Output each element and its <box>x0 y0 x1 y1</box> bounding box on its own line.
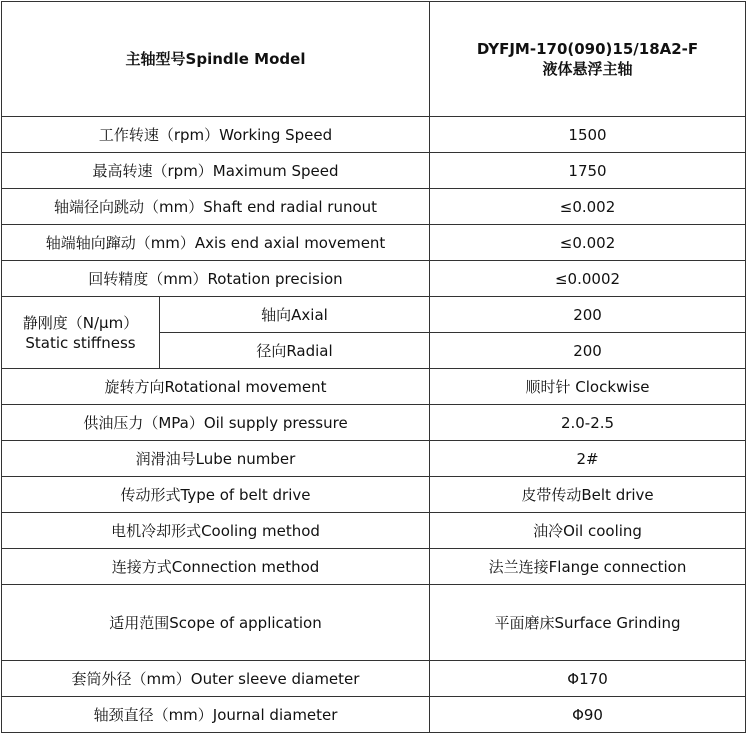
row-value: Φ170 <box>430 661 746 697</box>
table-row <box>2 369 746 405</box>
table-row <box>2 697 746 733</box>
table-row <box>2 477 746 513</box>
scope-row <box>2 585 746 661</box>
stiffness-label-en: Static stiffness <box>25 333 136 352</box>
axial-label: 轴向Axial <box>160 297 430 333</box>
radial-value: 200 <box>430 333 746 369</box>
row-label: 电机冷却形式Cooling method <box>2 513 430 549</box>
row-label: 最高转速（rpm）Maximum Speed <box>2 153 430 189</box>
spindle-model-value <box>430 2 746 117</box>
row-value: ≤0.0002 <box>430 261 746 297</box>
row-label: 轴颈直径（mm）Journal diameter <box>2 697 430 733</box>
row-value: 1750 <box>430 153 746 189</box>
row-value: 油冷Oil cooling <box>430 513 746 549</box>
row-label: 套筒外径（mm）Outer sleeve diameter <box>2 661 430 697</box>
row-label: 轴端径向跳动（mm）Shaft end radial runout <box>2 189 430 225</box>
spindle-spec-table <box>1 1 746 733</box>
row-value: 顺时针 Clockwise <box>430 369 746 405</box>
static-stiffness-label <box>2 297 160 369</box>
row-label: 旋转方向Rotational movement <box>2 369 430 405</box>
header-row <box>2 2 746 117</box>
row-value: 2# <box>430 441 746 477</box>
table-row <box>2 189 746 225</box>
row-label: 供油压力（MPa）Oil supply pressure <box>2 405 430 441</box>
table-row <box>2 661 746 697</box>
row-label: 润滑油号Lube number <box>2 441 430 477</box>
row-label: 轴端轴向蹿动（mm）Axis end axial movement <box>2 225 430 261</box>
table-row <box>2 117 746 153</box>
row-label: 连接方式Connection method <box>2 549 430 585</box>
table-row <box>2 441 746 477</box>
table-row <box>2 261 746 297</box>
model-number: DYFJM-170(090)15/18A2-F <box>476 40 699 58</box>
row-label: 传动形式Type of belt drive <box>2 477 430 513</box>
table-row <box>2 153 746 189</box>
row-value: ≤0.002 <box>430 189 746 225</box>
table-row <box>2 513 746 549</box>
row-value: 2.0-2.5 <box>430 405 746 441</box>
row-value: 皮带传动Belt drive <box>430 477 746 513</box>
scope-value: 平面磨床Surface Grinding <box>430 585 746 661</box>
axial-value: 200 <box>430 297 746 333</box>
stiffness-row-axial <box>2 297 746 333</box>
spindle-model-label: 主轴型号Spindle Model <box>2 2 430 117</box>
table-row <box>2 405 746 441</box>
stiffness-label-cn: 静刚度（N/μm） <box>22 313 139 332</box>
row-value: ≤0.002 <box>430 225 746 261</box>
row-label: 工作转速（rpm）Working Speed <box>2 117 430 153</box>
radial-label: 径向Radial <box>160 333 430 369</box>
row-value: 法兰连接Flange connection <box>430 549 746 585</box>
row-label: 回转精度（mm）Rotation precision <box>2 261 430 297</box>
row-value: Φ90 <box>430 697 746 733</box>
table-row <box>2 549 746 585</box>
scope-label: 适用范围Scope of application <box>2 585 430 661</box>
table-row <box>2 225 746 261</box>
model-type: 液体悬浮主轴 <box>542 60 633 78</box>
row-value: 1500 <box>430 117 746 153</box>
